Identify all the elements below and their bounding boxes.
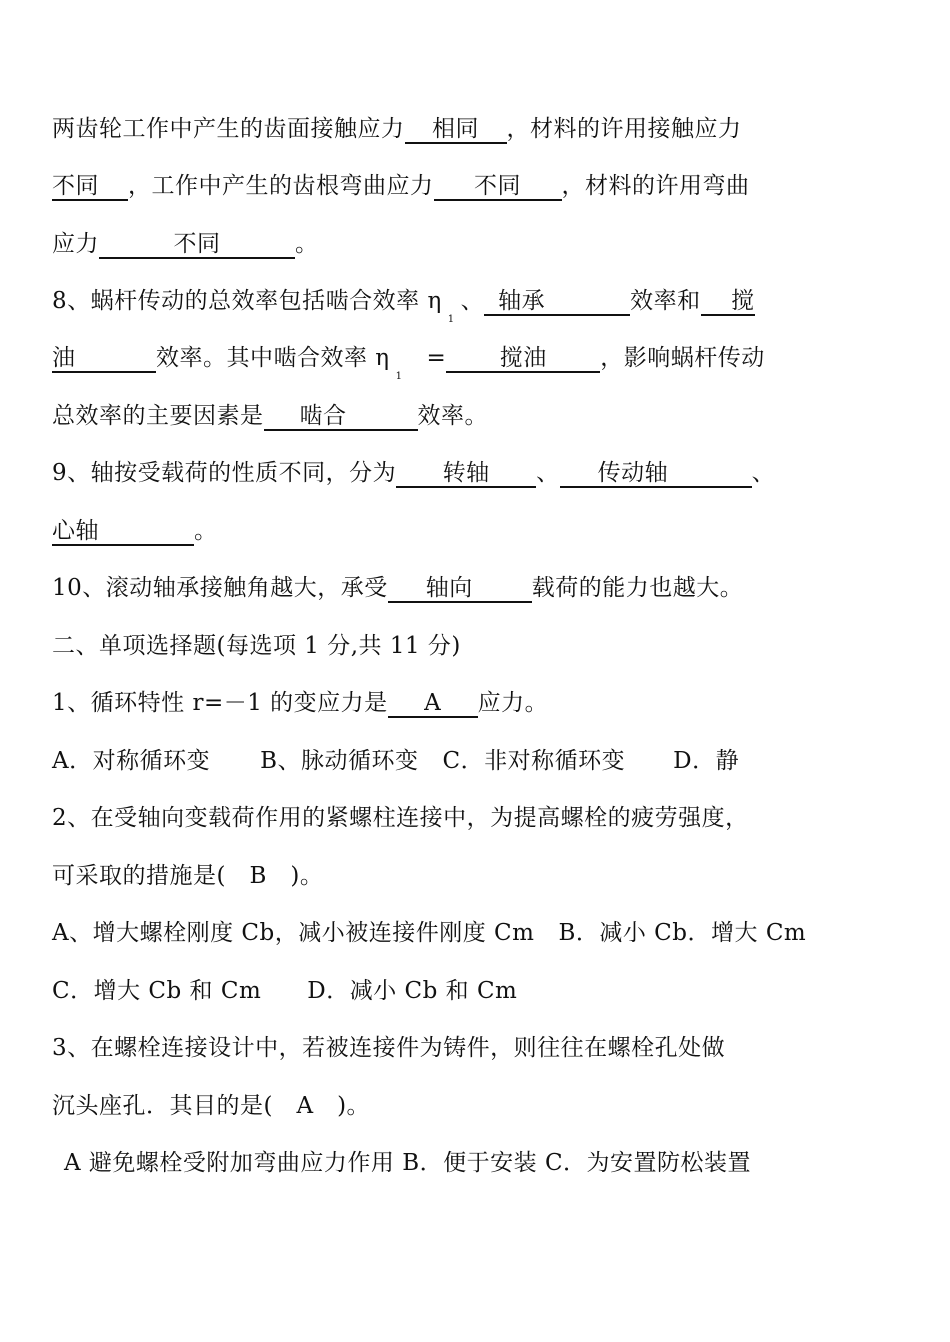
- q7-answer-blank-3: 不同: [434, 173, 562, 201]
- q8-text: 总效率的主要因素是: [52, 403, 264, 429]
- q8-line-2: [52, 343, 765, 392]
- s2q2-line-2: 可采取的措施是( B )。: [52, 863, 324, 889]
- s2q3-line-2: 沉头座孔．其目的是( A )。: [52, 1093, 371, 1119]
- q9-line-1: [52, 458, 775, 488]
- q8-text: ，影响蜗杆传动: [600, 345, 765, 371]
- q8-text: 效率。: [417, 403, 488, 429]
- s2q2-options-1: [52, 918, 806, 948]
- q9-answer-blank-1: 转轴: [396, 460, 536, 488]
- q7-text: ，工作中产生的齿根弯曲应力: [128, 173, 434, 199]
- q7-text: ，材料的许用弯曲: [561, 173, 750, 199]
- s2q1-line-1: [52, 688, 548, 718]
- q10-answer-blank: 轴向: [388, 575, 532, 603]
- s2q3-options: A 避免螺栓受附加弯曲应力作用 B．便于安装 C．为安置防松装置: [64, 1150, 752, 1176]
- s2q1-answer-blank: A: [388, 690, 478, 718]
- option-b: B、脉动循环变: [260, 748, 419, 774]
- q7-text: ，材料的许用接触应力: [506, 116, 742, 142]
- q7-answer-blank-1: 相同: [405, 116, 507, 144]
- q7-text: 两齿轮工作中产生的齿面接触应力: [52, 116, 405, 142]
- q8-subscript: 1: [447, 314, 455, 325]
- s2q1-text: 应力。: [477, 690, 549, 716]
- q7-line-1: [52, 114, 742, 144]
- q8-answer-blank-5: 啮合: [264, 403, 418, 431]
- q9-text: 、: [536, 460, 560, 486]
- q8-answer-blank-2: 搅: [701, 288, 755, 316]
- q8-text: 、: [460, 288, 485, 314]
- s2q3-line-1: 3、在螺栓连接设计中，若被连接件为铸件，则往往在螺栓孔处做: [52, 1035, 726, 1061]
- s2q1-options: [52, 746, 739, 776]
- q10-line-1: [52, 573, 743, 603]
- s2q1-text: 1、循环特性 r=－1 的变应力是: [52, 690, 388, 716]
- option-d: D．减小 Cb 和 Cm: [307, 978, 518, 1004]
- option-a: A．对称循环变: [52, 748, 211, 774]
- q10-text: 载荷的能力也越大。: [531, 575, 744, 601]
- q8-text: 效率。其中啮合效率 η: [156, 345, 390, 371]
- q8-text: =: [426, 345, 447, 371]
- q7-answer-blank-4: 不同: [99, 231, 295, 259]
- q8-line-3: [52, 401, 488, 431]
- q7-text: 。: [295, 231, 319, 257]
- q9-answer-blank-3: 心轴: [52, 518, 194, 546]
- q9-answer-blank-2: 传动轴: [560, 460, 752, 488]
- q8-answer-blank-3: 油: [52, 345, 156, 373]
- s2q2-line-1: 2、在受轴向变载荷作用的紧螺柱连接中，为提高螺栓的疲劳强度，: [52, 805, 749, 831]
- q9-text: 、: [751, 460, 776, 486]
- q9-text: 。: [194, 518, 218, 544]
- section-title: 二、单项选择题(每选项 1 分,共 11 分): [52, 633, 461, 659]
- option-c: C．非对称循环变: [442, 748, 626, 774]
- q10-text: 10、滚动轴承接触角越大，承受: [52, 575, 388, 601]
- q9-line-2: [52, 516, 218, 546]
- q7-line-3: [52, 229, 319, 259]
- q8-line-1: [52, 286, 755, 335]
- option-a: A、增大螺栓刚度 Cb，减小被连接件刚度 Cm: [52, 920, 535, 946]
- q8-text: 效率和: [630, 288, 701, 314]
- q9-text: 9、轴按受载荷的性质不同，分为: [52, 460, 397, 486]
- s2q2-options-2: [52, 976, 517, 1006]
- q8-answer-blank-4: 搅油: [446, 345, 600, 373]
- option-c: C．增大 Cb 和 Cm: [52, 978, 262, 1004]
- q7-answer-blank-2: 不同: [52, 173, 128, 201]
- option-b: B．减小 Cb．增大 Cm: [558, 920, 807, 946]
- option-d: D．静: [673, 748, 740, 774]
- q8-text: 8、蜗杆传动的总效率包括啮合效率 η: [52, 288, 442, 314]
- q7-text: 应力: [52, 231, 99, 257]
- q7-line-2: [52, 171, 750, 201]
- q8-answer-blank-1: 轴承: [484, 288, 630, 316]
- q8-subscript: 1: [395, 371, 403, 382]
